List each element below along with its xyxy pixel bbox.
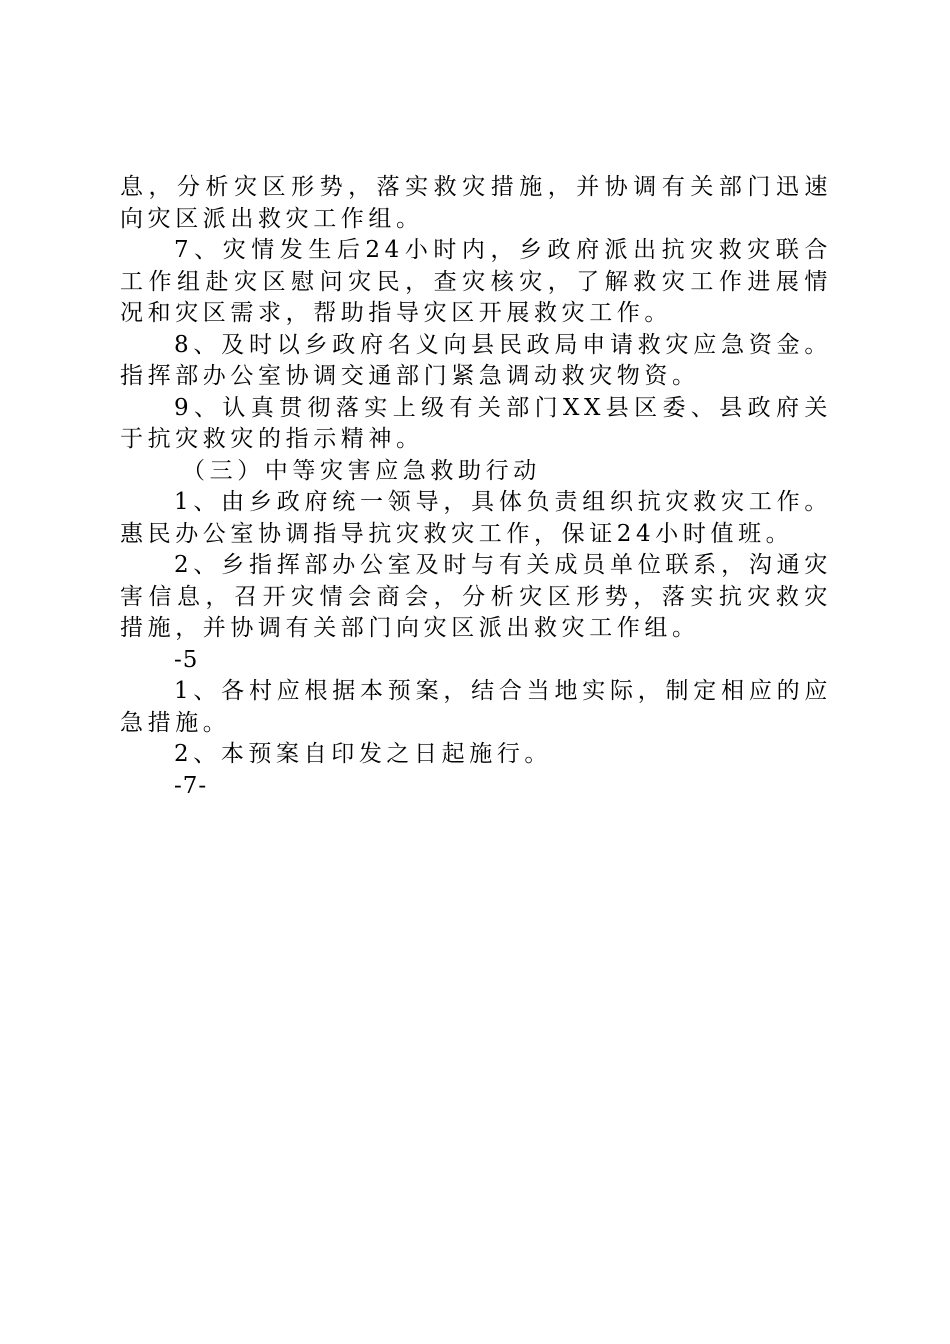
page-number-marker: -5	[174, 646, 199, 673]
section-heading: （三）中等灾害应急救助行动	[182, 457, 541, 484]
paragraph-item-1: 1、由乡政府统一领导，具体负责组织抗灾救灾工作。惠民办公室协调指导抗灾救灾工作，保证24小时值班。	[120, 489, 832, 547]
paragraph-village-measures: 1、各村应根据本预案，结合当地实际，制定相应的应急措施。	[120, 678, 832, 736]
paragraph-continuation: 息，分析灾区形势，落实救灾措施，并协调有关部门迅速向灾区派出救灾工作组。	[120, 174, 832, 232]
paragraph-effective-date: 2、本预案自印发之日起施行。	[174, 741, 553, 767]
paragraph-item-9: 9、认真贯彻落实上级有关部门XX县区委、县政府关于抗灾救灾的指示精神。	[120, 394, 832, 452]
paragraph-item-2: 2、乡指挥部办公室及时与有关成员单位联系，沟通灾害信息，召开灾情会商会，分析灾区形势，落实抗灾救灾措施，并协调有关部门向灾区派出救灾工作组。	[120, 552, 832, 641]
page-number-footer: -7-	[174, 772, 208, 799]
paragraph-item-8: 8、及时以乡政府名义向县民政局申请救灾应急资金。指挥部办公室协调交通部门紧急调动救灾物资。	[120, 331, 832, 389]
document-page	[120, 172, 832, 802]
paragraph-item-7: 7、灾情发生后24小时内，乡政府派出抗灾救灾联合工作组赴灾区慰问灾民，查灾核灾，了解救灾工作进展情况和灾区需求，帮助指导灾区开展救灾工作。	[120, 237, 832, 326]
